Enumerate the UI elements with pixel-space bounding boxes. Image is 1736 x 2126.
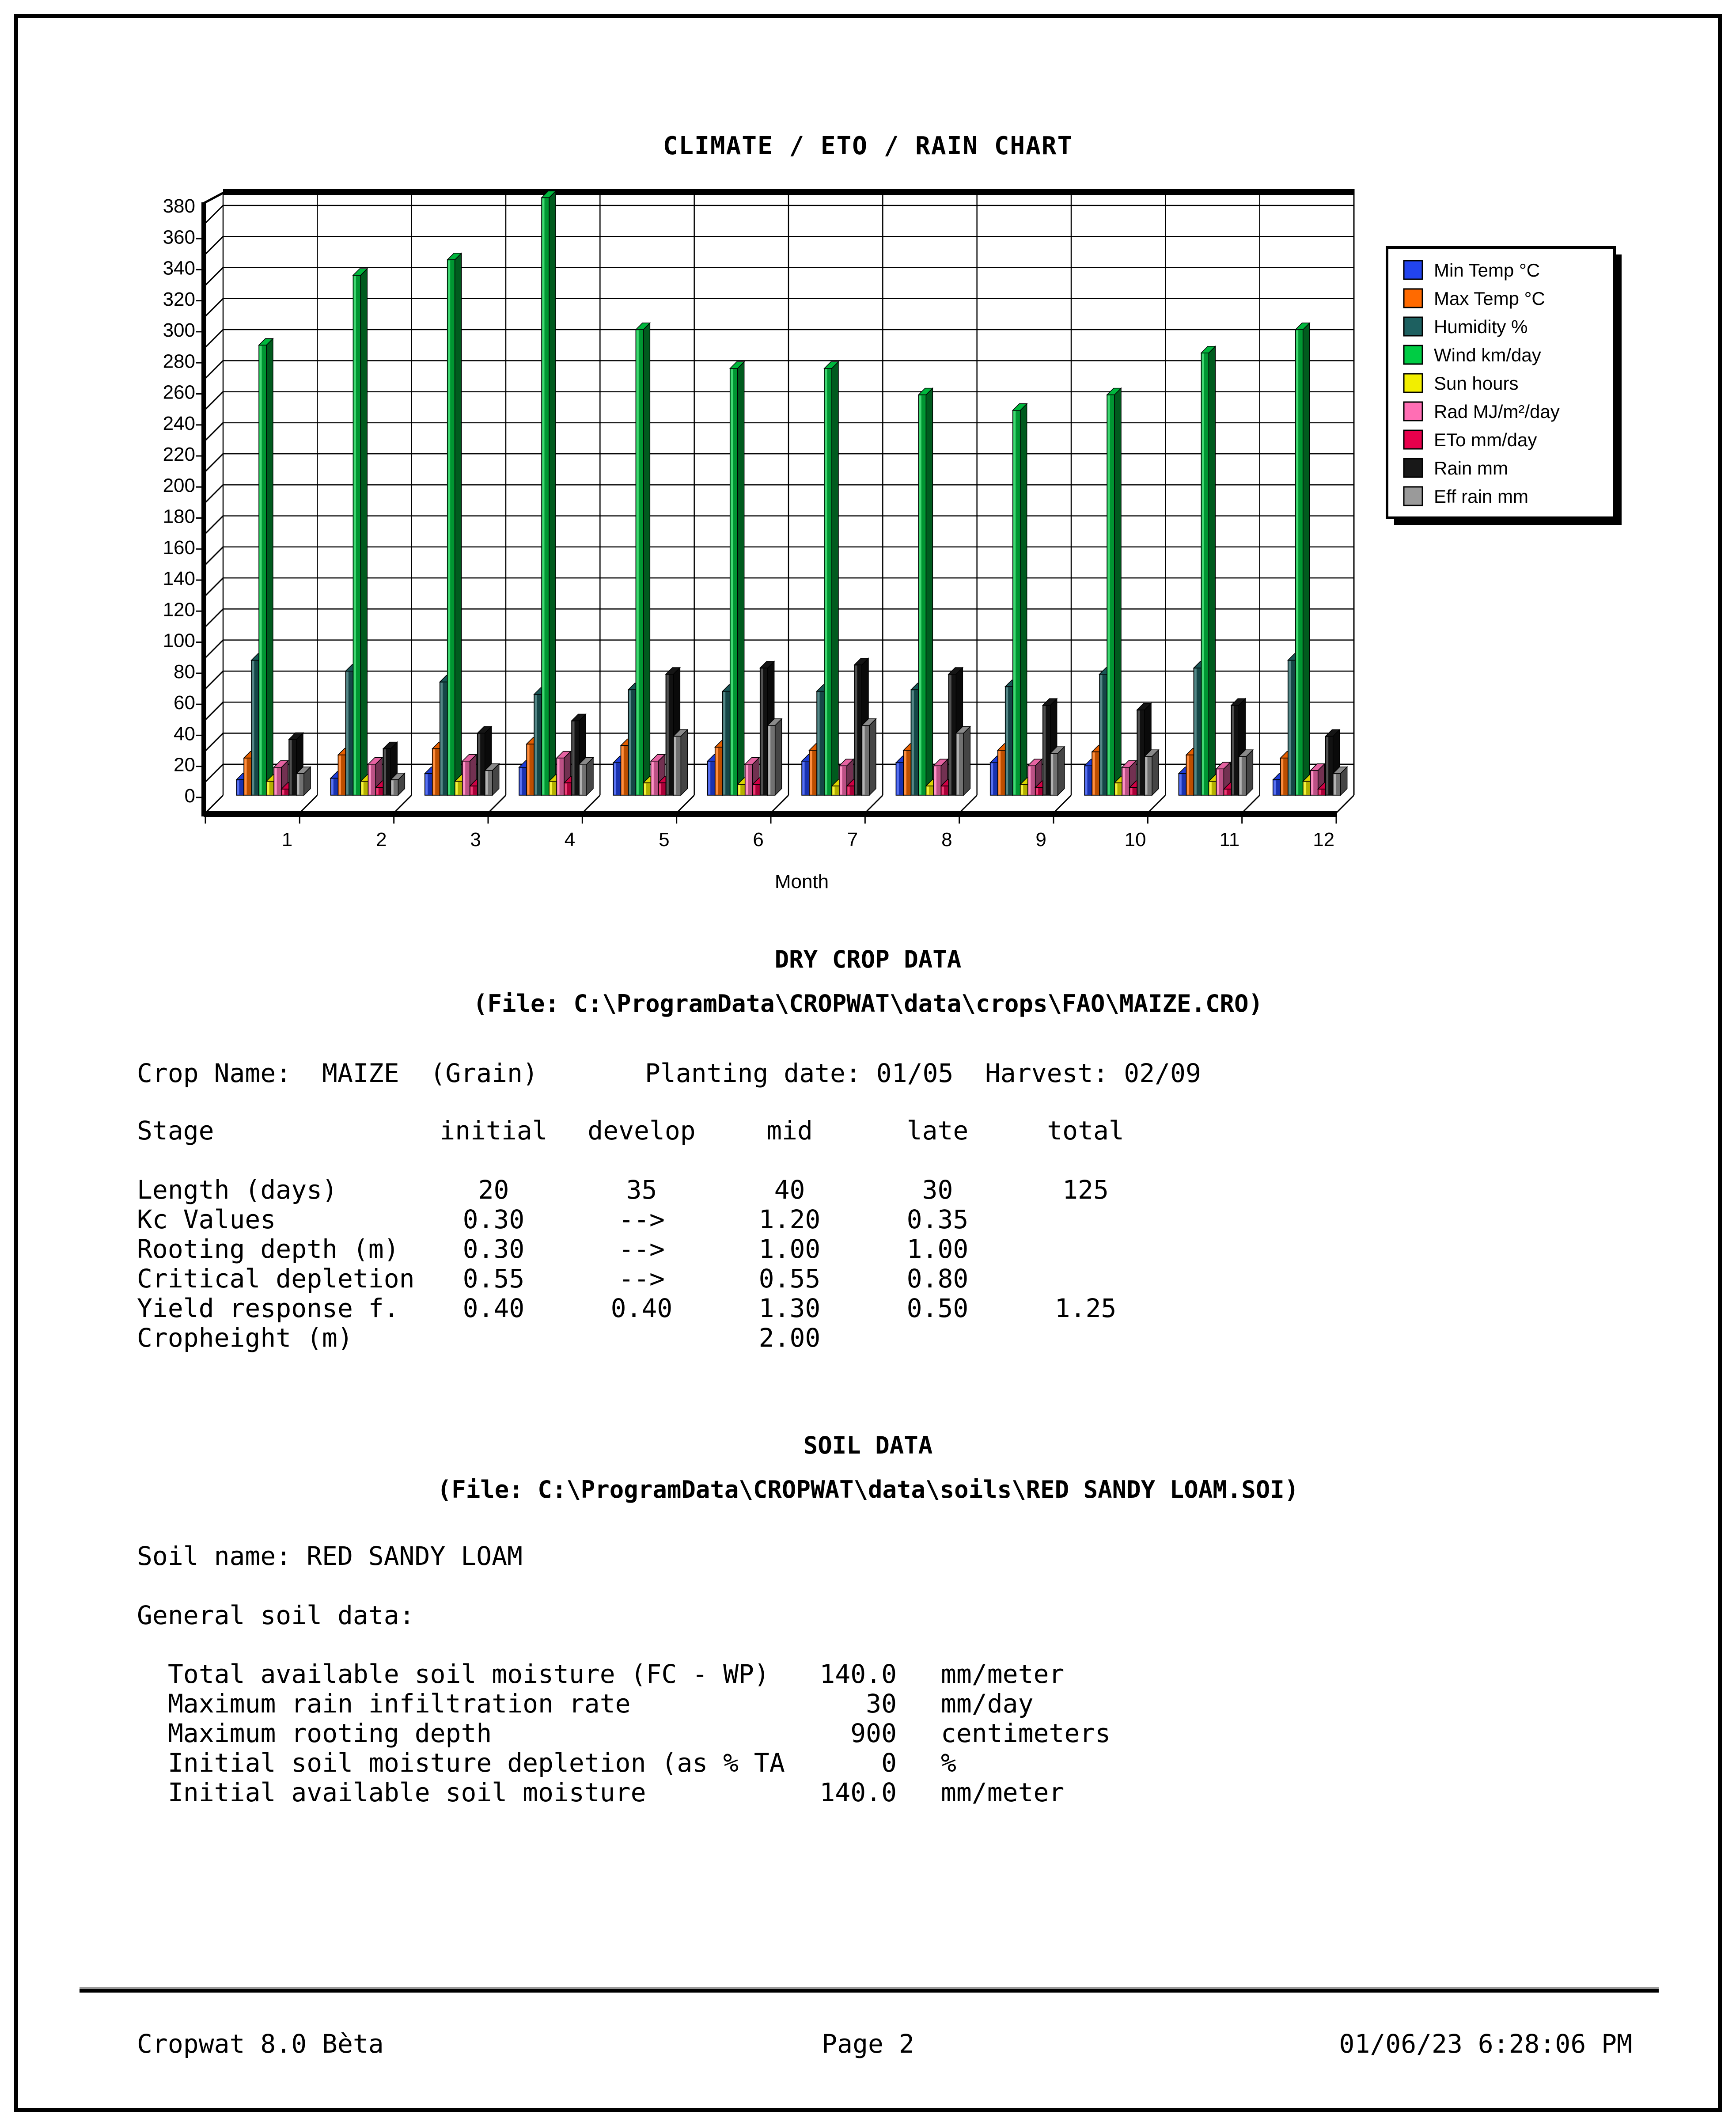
y-axis-tick [205, 764, 223, 782]
bar-highlight [614, 763, 616, 795]
bar-highlight [644, 783, 646, 794]
bar-highlight [629, 691, 631, 795]
y-axis-tick [205, 392, 223, 410]
y-axis-tick [205, 236, 223, 254]
bar-highlight [768, 726, 770, 794]
y-axis-tick [205, 702, 223, 720]
soil-section-heading: SOIL DATA [803, 1431, 933, 1459]
crop-row-label: Length (days) [137, 1175, 337, 1205]
plot-top-border [223, 189, 1354, 195]
bar-highlight [275, 768, 277, 794]
x-axis-diagonal [959, 795, 977, 813]
crop-col-header: total [1047, 1116, 1124, 1146]
y-axis-tick [205, 516, 223, 534]
crop-cell [864, 1323, 1012, 1352]
plot-bottom-border [204, 811, 1337, 817]
soil-value: 0 [881, 1748, 897, 1778]
bar-highlight [738, 785, 740, 795]
crop-cell [568, 1323, 716, 1352]
crop-cell: 1.25 [1054, 1293, 1117, 1323]
bar-highlight [904, 751, 906, 795]
bar-highlight [998, 751, 1001, 795]
bar-highlight [339, 755, 341, 794]
bar-highlight [863, 726, 865, 794]
bar-highlight [1281, 759, 1283, 794]
crop-cell: 0.80 [906, 1264, 969, 1294]
soil-row-label: Maximum rain infiltration rate [168, 1689, 631, 1719]
bar-highlight [297, 774, 299, 794]
harvest-date: Harvest: 02/09 [985, 1058, 1201, 1088]
crop-cell: 0.40 [462, 1293, 525, 1323]
y-axis-tick [205, 640, 223, 658]
planting-date: Planting date: 01/05 [645, 1058, 954, 1088]
legend-label: ETo mm/day [1434, 429, 1537, 450]
crop-cell: 1.00 [758, 1234, 821, 1264]
bar-highlight [463, 762, 465, 794]
bar-highlight [1179, 774, 1182, 794]
bar-side [549, 191, 556, 795]
bar-highlight [565, 783, 567, 794]
y-axis-label: 260 [163, 381, 195, 403]
bar-side [963, 726, 970, 795]
crop-cell: 0.55 [462, 1264, 525, 1294]
y-axis-label: 40 [174, 723, 195, 745]
crop-col-header: develop [588, 1116, 696, 1146]
bar-highlight [1006, 687, 1008, 795]
bar-highlight [260, 346, 262, 795]
bar-highlight [1187, 755, 1189, 794]
y-axis-label: 240 [163, 412, 195, 434]
x-axis-label: 10 [1124, 829, 1146, 850]
bar-side [681, 730, 687, 796]
bar-side [643, 323, 650, 795]
bar-highlight [425, 774, 428, 794]
crop-cell [1012, 1234, 1160, 1264]
soil-value: 140.0 [819, 1659, 897, 1689]
bar-highlight [803, 762, 805, 794]
bar-highlight [1043, 706, 1046, 795]
bar-highlight [237, 780, 239, 794]
legend-swatch [1404, 374, 1422, 392]
soil-unit: centimeters [941, 1718, 1111, 1748]
bar-highlight [746, 765, 748, 794]
footer-page-number: Page 2 [822, 2029, 914, 2059]
legend-swatch [1404, 459, 1422, 477]
crop-cell: 40 [774, 1175, 805, 1205]
y-axis-tick [205, 205, 223, 223]
bar-highlight [1145, 757, 1148, 795]
bar-highlight [942, 786, 944, 794]
bar-highlight [1239, 757, 1242, 795]
crop-section-heading: DRY CROP DATA [774, 945, 962, 973]
y-axis-label: 60 [174, 692, 195, 714]
bar-highlight [848, 786, 850, 794]
bar-highlight [1217, 770, 1219, 795]
bar-highlight [282, 790, 284, 794]
soil-row-label: Maximum rooting depth [168, 1718, 492, 1748]
bar-side [1020, 404, 1027, 795]
crop-file-path: (File: C:\ProgramData\CROPWAT\data\crops\FAO\MAIZE.CRO) [473, 990, 1263, 1017]
soil-data-table [168, 1659, 1111, 1807]
y-axis-tick [205, 454, 223, 471]
bar-highlight [245, 759, 247, 794]
legend-label: Sun hours [1434, 373, 1519, 394]
y-axis-label: 320 [163, 288, 195, 310]
bar-highlight [1130, 788, 1133, 795]
crop-cell: 0.40 [610, 1293, 673, 1323]
bar-highlight [1085, 767, 1088, 795]
legend-label: Eff rain mm [1434, 486, 1528, 507]
legend-swatch [1404, 487, 1422, 505]
soil-row-label: Initial soil moisture depletion (as % TA [168, 1748, 785, 1778]
soil-name-line: Soil name: RED SANDY LOAM [137, 1541, 523, 1571]
crop-cell: 2.00 [758, 1323, 821, 1353]
crop-cell: 35 [626, 1175, 657, 1205]
bar-side [926, 388, 932, 795]
y-axis-tick [205, 578, 223, 596]
bar-highlight [1311, 771, 1313, 794]
bar-highlight [535, 695, 537, 794]
bar-highlight [331, 779, 334, 795]
legend-swatch [1404, 317, 1422, 336]
x-axis-label: 9 [1035, 829, 1046, 850]
bar-highlight [485, 771, 488, 794]
crop-cell: 0.30 [462, 1204, 525, 1234]
bar-highlight [1274, 780, 1276, 794]
crop-col-header: late [906, 1116, 969, 1146]
legend-label: Rain mm [1434, 458, 1509, 478]
legend-label: Humidity % [1434, 316, 1528, 337]
bar-highlight [1051, 754, 1053, 795]
bar-highlight [1326, 737, 1328, 795]
footer-app-version: Cropwat 8.0 Bèta [137, 2029, 384, 2059]
y-axis-tick [205, 733, 223, 751]
bar-highlight [708, 762, 710, 794]
bar-highlight [1100, 675, 1103, 794]
bar-highlight [550, 782, 552, 795]
legend-label: Max Temp °C [1434, 288, 1545, 309]
bar-highlight [290, 740, 292, 794]
x-axis-label: 1 [281, 829, 293, 850]
y-axis-tick [205, 609, 223, 626]
bar-side [1114, 388, 1121, 795]
bar-highlight [478, 734, 480, 795]
bar-highlight [252, 661, 254, 795]
y-axis-tick [205, 299, 223, 316]
y-axis-label: 220 [163, 444, 195, 466]
bar-highlight [761, 668, 763, 794]
bar-highlight [1289, 661, 1291, 795]
bar-highlight [542, 198, 545, 795]
bar-side [1246, 750, 1253, 795]
crop-name-line: Crop Name: MAIZE (Grain) [137, 1058, 538, 1088]
crop-col-header: Stage [137, 1116, 214, 1146]
y-axis-label: 100 [163, 630, 195, 652]
x-axis-diagonal [771, 795, 788, 813]
footer-datetime: 01/06/23 6:28:06 PM [1339, 2029, 1632, 2059]
x-axis-label: 6 [753, 829, 764, 850]
bar-highlight [1093, 752, 1095, 794]
y-axis-tick [205, 485, 223, 502]
bar-highlight [855, 665, 857, 794]
bar-side [455, 253, 462, 795]
y-axis-tick [205, 423, 223, 440]
y-axis-label: 200 [163, 475, 195, 497]
crop-cell: 0.50 [906, 1293, 969, 1323]
footer-divider [80, 1987, 1659, 1993]
bar-highlight [557, 759, 560, 794]
bar-highlight [957, 734, 959, 795]
y-axis-label: 180 [163, 505, 195, 528]
bar-side [266, 338, 273, 795]
table-spacer [137, 1145, 1160, 1175]
bar-highlight [1224, 790, 1227, 794]
y-axis-tick [205, 547, 223, 565]
y-axis-label: 340 [163, 257, 195, 279]
bar-highlight [1108, 395, 1110, 794]
x-axis-diagonal [1242, 795, 1260, 813]
bar-highlight [361, 782, 364, 795]
bar-highlight [1296, 330, 1298, 795]
bar-highlight [440, 683, 443, 794]
x-axis-diagonal [582, 795, 600, 813]
crop-cell: --> [618, 1204, 665, 1234]
bar-highlight [346, 672, 349, 794]
bar-side [1152, 750, 1159, 795]
bar-side [738, 362, 744, 795]
x-axis-label: 8 [941, 829, 952, 850]
bar-highlight [622, 746, 624, 794]
bar-highlight [659, 783, 661, 794]
bar-side [775, 719, 782, 795]
x-axis-label: 11 [1219, 829, 1240, 850]
bar-highlight [448, 260, 450, 794]
bar-highlight [1021, 785, 1023, 795]
x-axis-diagonal [677, 795, 694, 813]
bar-highlight [919, 395, 921, 794]
y-axis-label: 300 [163, 319, 195, 342]
bar-highlight [354, 276, 356, 795]
bar-highlight [1209, 782, 1212, 795]
bar-highlight [520, 768, 522, 794]
bar-highlight [667, 675, 669, 794]
bar-highlight [723, 692, 725, 794]
bar-highlight [1202, 353, 1204, 794]
bar-highlight [1334, 774, 1336, 794]
crop-cell [1012, 1204, 1160, 1234]
crop-cell: --> [618, 1234, 665, 1264]
y-axis-tick [205, 361, 223, 378]
x-axis-label: 5 [659, 829, 670, 850]
y-axis-label: 140 [163, 568, 195, 590]
legend-swatch [1404, 261, 1422, 279]
soil-file-path: (File: C:\ProgramData\CROPWAT\data\soils\RED SANDY LOAM.SOI) [437, 1476, 1299, 1503]
bar-highlight [991, 763, 993, 795]
crop-row-label: Rooting depth (m) [137, 1234, 399, 1264]
bar-side [360, 269, 367, 795]
legend-label: Min Temp °C [1434, 260, 1540, 281]
crop-cell: 20 [478, 1175, 509, 1205]
crop-cell: 125 [1062, 1175, 1109, 1205]
bar-highlight [731, 369, 733, 794]
bar-highlight [580, 765, 582, 794]
bar-side [1303, 323, 1310, 795]
crop-cell: --> [618, 1264, 665, 1294]
bar-highlight [527, 745, 530, 795]
chart-title: CLIMATE / ETO / RAIN CHART [663, 132, 1073, 160]
x-axis-label: 2 [376, 829, 387, 850]
y-axis-label: 0 [184, 785, 195, 807]
legend-label: Wind km/day [1434, 345, 1541, 365]
soil-row-label: Initial available soil moisture [168, 1777, 646, 1807]
y-axis-label: 160 [163, 536, 195, 558]
crop-row-label: Cropheight (m) [137, 1323, 353, 1353]
bar-highlight [1194, 668, 1197, 794]
crop-cell: 1.30 [758, 1293, 821, 1323]
legend-swatch [1404, 289, 1422, 308]
bar-highlight [1138, 710, 1140, 794]
y-axis-label: 20 [174, 754, 195, 776]
soil-value: 140.0 [819, 1777, 897, 1807]
bar-highlight [267, 782, 269, 795]
soil-unit: mm/meter [941, 1659, 1065, 1689]
crop-cell [1012, 1264, 1160, 1293]
bar-highlight [376, 788, 379, 795]
bar-highlight [927, 786, 929, 794]
x-axis-diagonal [488, 795, 506, 813]
x-axis-diagonal [394, 795, 412, 813]
x-axis-diagonal [1148, 795, 1165, 813]
soil-row-label: Total available soil moisture (FC - WP) [168, 1659, 769, 1689]
crop-col-header: initial [440, 1116, 548, 1146]
y-axis-tick [205, 330, 223, 347]
crop-cell: 0.30 [462, 1234, 525, 1264]
bar-highlight [716, 748, 718, 795]
bar-highlight [1013, 411, 1016, 794]
y-axis-wall [201, 202, 206, 816]
soil-value: 900 [850, 1718, 897, 1748]
bar-highlight [810, 751, 812, 795]
soil-unit: mm/day [941, 1689, 1034, 1719]
y-axis-tick [205, 268, 223, 285]
crop-row-label: Yield response f. [137, 1293, 399, 1323]
x-axis-diagonal [1336, 795, 1354, 813]
y-axis-label: 380 [163, 195, 195, 217]
bar-highlight [369, 765, 371, 794]
x-axis-diagonal [1054, 795, 1071, 813]
x-axis-label: 7 [847, 829, 858, 850]
bar-highlight [825, 369, 827, 794]
bar-highlight [637, 330, 639, 795]
x-axis-diagonal [299, 795, 317, 813]
legend-swatch [1404, 345, 1422, 364]
crop-row-label: Kc Values [137, 1204, 276, 1234]
crop-cell [1012, 1323, 1160, 1352]
bar-highlight [470, 786, 473, 794]
crop-cell: 30 [922, 1175, 953, 1205]
bar-side [1209, 346, 1215, 795]
bar-highlight [840, 767, 842, 795]
bar-highlight [384, 749, 386, 794]
soil-unit: % [941, 1748, 956, 1778]
y-axis-label: 120 [163, 599, 195, 621]
y-axis-label: 360 [163, 226, 195, 248]
x-axis-diagonal [205, 795, 223, 813]
x-axis-diagonal [865, 795, 883, 813]
y-axis-tick [205, 671, 223, 689]
legend-swatch [1404, 430, 1422, 449]
bar-highlight [949, 675, 951, 794]
x-axis-label: 3 [470, 829, 481, 850]
legend-label: Rad MJ/m²/day [1434, 401, 1560, 422]
bar-side [832, 362, 838, 795]
crop-cell: 1.20 [758, 1204, 821, 1234]
bar-highlight [1115, 783, 1118, 794]
bar-highlight [1036, 788, 1038, 795]
crop-stage-table [137, 1116, 1160, 1352]
x-axis-title: Month [774, 871, 829, 892]
bar-side [869, 719, 876, 795]
y-axis-label: 80 [174, 661, 195, 683]
x-axis-label: 4 [564, 829, 576, 850]
x-axis-label: 12 [1313, 829, 1335, 850]
crop-cell: 0.35 [906, 1204, 969, 1234]
crop-cell: 0.55 [758, 1264, 821, 1294]
bar-highlight [652, 762, 654, 794]
bar-highlight [433, 749, 435, 794]
bar-side [1058, 747, 1065, 795]
top-left-diagonal [204, 192, 225, 203]
bar-highlight [818, 692, 820, 794]
bar-highlight [1028, 767, 1031, 795]
bar-highlight [455, 782, 458, 795]
crop-row-label: Critical depletion [137, 1264, 415, 1294]
bar-highlight [912, 691, 914, 795]
bar-highlight [934, 767, 936, 795]
soil-value: 30 [866, 1689, 897, 1719]
bar-highlight [572, 721, 575, 795]
bar-highlight [1319, 790, 1321, 794]
climate-eto-rain-chart [53, 168, 1687, 919]
bar-highlight [674, 737, 676, 795]
bar-highlight [897, 763, 899, 795]
crop-col-header: mid [766, 1116, 813, 1146]
y-axis-label: 280 [163, 350, 195, 372]
general-soil-data-label: General soil data: [137, 1600, 415, 1630]
bar-highlight [833, 786, 835, 794]
legend-swatch [1404, 402, 1422, 421]
crop-cell: 1.00 [906, 1234, 969, 1264]
bar-highlight [391, 780, 394, 794]
soil-unit: mm/meter [941, 1777, 1065, 1807]
bar-highlight [753, 785, 755, 795]
bar-highlight [1232, 706, 1234, 795]
crop-cell [420, 1323, 568, 1352]
bar-highlight [1304, 782, 1306, 795]
bar-highlight [1123, 768, 1125, 794]
